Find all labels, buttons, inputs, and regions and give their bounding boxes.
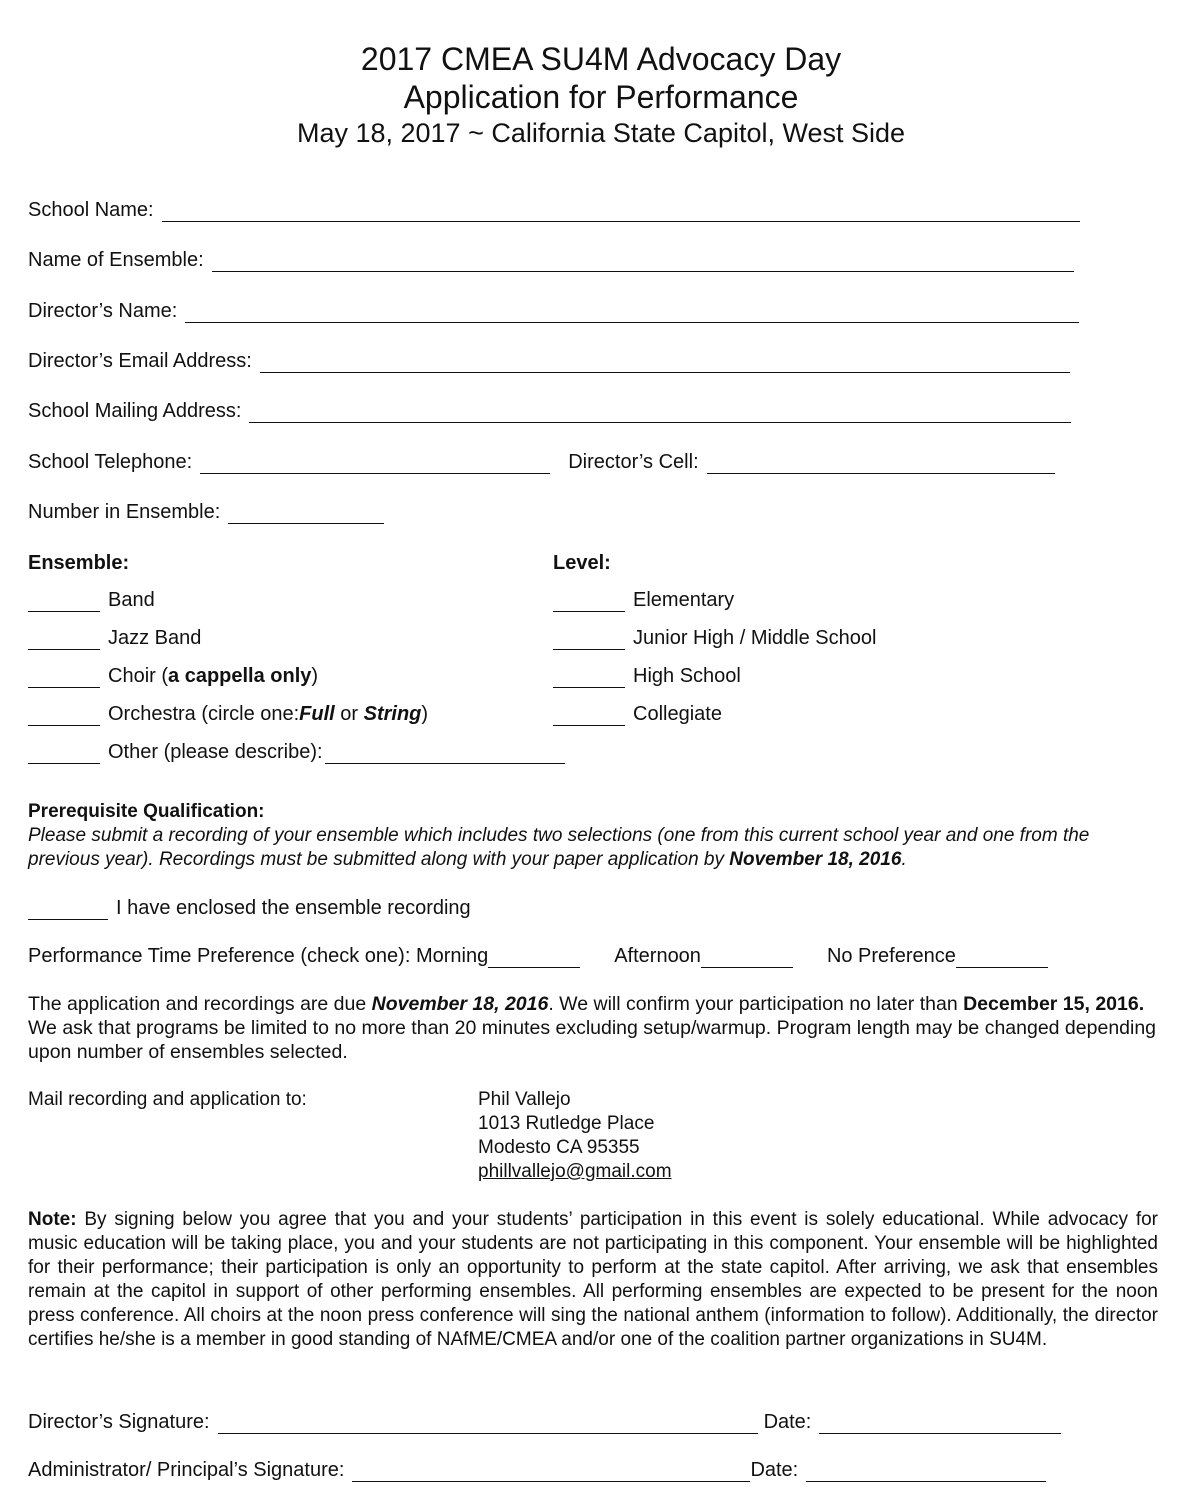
due-text-b: . We will confirm your participation no later than [548, 993, 964, 1015]
telephone-row [28, 450, 1055, 474]
event-date-location: May 18, 2017 ~ California State Capitol, West Side [296, 118, 906, 148]
orchestra-checkbox-line[interactable] [28, 705, 100, 726]
time-preference-row [28, 944, 1048, 968]
mailing-address-field[interactable] [249, 402, 1071, 423]
band-checkbox-line[interactable] [28, 591, 100, 612]
director-name-row [28, 299, 1079, 323]
choir-label-start: Choir ( [108, 665, 169, 687]
mailing-address-label: School Mailing Address: [28, 400, 242, 422]
number-in-ensemble-field[interactable] [228, 503, 384, 524]
afternoon-label: Afternoon [614, 945, 701, 967]
page-subtitle-application: Application for Performance [403, 79, 799, 115]
director-signature-field[interactable] [218, 1413, 758, 1434]
jazz-band-checkbox-line[interactable] [28, 629, 100, 650]
ensemble-option-other [28, 740, 565, 764]
band-label: Band [108, 589, 155, 611]
due-date: November 18, 2016 [371, 993, 549, 1015]
morning-checkbox-line[interactable] [488, 947, 580, 968]
school-name-row [28, 198, 1080, 222]
level-option-elementary [553, 588, 734, 612]
ensemble-name-label: Name of Ensemble: [28, 249, 204, 271]
junior-high-checkbox-line[interactable] [553, 629, 625, 650]
ensemble-option-choir [28, 664, 318, 688]
number-in-ensemble-label: Number in Ensemble: [28, 501, 221, 523]
prereq-text-body: Please submit a recording of your ensemble which includes two selections (one from this current school year and one from the previous year). Recordings must be submitted along with your paper application by [28, 825, 1090, 870]
choir-label-end: ) [311, 665, 319, 687]
recipient-name: Phil Vallejo [478, 1089, 571, 1110]
administrator-signature-row [28, 1458, 1046, 1482]
junior-high-label: Junior High / Middle School [633, 627, 877, 649]
jazz-band-label: Jazz Band [108, 627, 202, 649]
school-name-label: School Name: [28, 199, 154, 221]
other-description-field[interactable] [325, 743, 565, 764]
prereq-deadline: November 18, 2016 [729, 849, 902, 870]
recipient-street: 1013 Rutledge Place [478, 1113, 655, 1134]
director-signature-row [28, 1410, 1061, 1434]
director-email-label: Director’s Email Address: [28, 350, 252, 372]
prereq-heading: Prerequisite Qualification: [28, 801, 265, 822]
administrator-date-field[interactable] [806, 1461, 1046, 1482]
director-cell-label: Director’s Cell: [568, 451, 699, 473]
mailing-address-row [28, 399, 1071, 423]
choir-label-bold: a cappella only [168, 665, 312, 687]
due-paragraph [28, 992, 1160, 1064]
choir-checkbox-line[interactable] [28, 667, 100, 688]
director-email-field[interactable] [260, 352, 1070, 373]
ensemble-name-row [28, 248, 1074, 272]
ensemble-heading: Ensemble: [28, 552, 130, 574]
due-text-a: The application and recordings are due [28, 993, 372, 1015]
director-date-field[interactable] [819, 1413, 1061, 1434]
elementary-label: Elementary [633, 589, 735, 611]
confirm-date: December 15, 2016. [963, 993, 1145, 1015]
ensemble-option-band [28, 588, 155, 612]
ensemble-option-jazz-band [28, 626, 201, 650]
note-label: Note: [28, 1209, 77, 1230]
director-date-label: Date: [763, 1411, 812, 1433]
recipient-email-link[interactable]: phillvallejo@gmail.com [478, 1161, 672, 1182]
level-heading: Level: [553, 552, 611, 574]
orchestra-string-option[interactable]: String [363, 703, 422, 725]
collegiate-label: Collegiate [633, 703, 722, 725]
recording-enclosed-row [28, 896, 471, 920]
administrator-date-label: Date: [750, 1459, 799, 1481]
collegiate-checkbox-line[interactable] [553, 705, 625, 726]
recording-enclosed-checkbox-line[interactable] [28, 899, 108, 920]
director-name-label: Director’s Name: [28, 300, 178, 322]
orchestra-label-start: Orchestra (circle one: [108, 703, 300, 725]
ensemble-name-field[interactable] [212, 251, 1074, 272]
administrator-signature-field[interactable] [352, 1461, 750, 1482]
school-telephone-label: School Telephone: [28, 451, 193, 473]
recipient-city: Modesto CA 95355 [478, 1137, 640, 1158]
high-school-checkbox-line[interactable] [553, 667, 625, 688]
level-option-collegiate [553, 702, 722, 726]
orchestra-or-text: or [334, 703, 364, 725]
school-telephone-field[interactable] [200, 453, 550, 474]
prereq-text [28, 824, 1138, 872]
high-school-label: High School [633, 665, 741, 687]
elementary-checkbox-line[interactable] [553, 591, 625, 612]
no-preference-label: No Preference [826, 945, 956, 967]
mail-label: Mail recording and application to: [28, 1089, 307, 1110]
prereq-text-end: . [901, 849, 907, 870]
afternoon-checkbox-line[interactable] [701, 947, 793, 968]
time-preference-label: Performance Time Preference (check one): Morning [28, 945, 489, 967]
mailing-address-block [478, 1088, 672, 1184]
number-in-ensemble-row [28, 500, 384, 524]
director-cell-field[interactable] [707, 453, 1055, 474]
other-label: Other (please describe): [108, 741, 323, 763]
administrator-signature-label: Administrator/ Principal’s Signature: [28, 1459, 345, 1481]
recording-enclosed-label: I have enclosed the ensemble recording [116, 897, 471, 919]
school-name-field[interactable] [162, 201, 1080, 222]
orchestra-full-option[interactable]: Full [299, 703, 335, 725]
title-block [0, 40, 1202, 150]
due-text-c: We ask that programs be limited to no more than 20 minutes excluding setup/warmup. Program length may be changed depending upon number of ensembles selected. [28, 1017, 1157, 1063]
note-paragraph [28, 1208, 1158, 1352]
level-option-junior-high [553, 626, 876, 650]
director-name-field[interactable] [185, 302, 1079, 323]
level-option-high-school [553, 664, 741, 688]
director-email-row [28, 349, 1070, 373]
no-preference-checkbox-line[interactable] [956, 947, 1048, 968]
orchestra-label-end: ) [421, 703, 429, 725]
ensemble-option-orchestra [28, 702, 428, 726]
note-text: By signing below you agree that you and your students’ participation in this event is solely educational. While advocacy for music education will be taking place, you and your students are not participating in this component. Your ensemble will be highlighted for their performance; their participation is only an opportunity to perform at the state capitol. After arriving, we ask that ensembles remain at the capitol in support of other performing ensembles. All performing ensembles are expected to be present for the noon press conference. All choirs at the noon press conference will sing the national anthem (information to follow). Additionally, the director certifies he/she is a member in good standing of NAfME/CMEA and/or one of the coalition partner organizations in SU4M. [28, 1209, 1158, 1350]
director-signature-label: Director’s Signature: [28, 1411, 210, 1433]
page-title: 2017 CMEA SU4M Advocacy Day [360, 41, 842, 77]
other-checkbox-line[interactable] [28, 743, 100, 764]
